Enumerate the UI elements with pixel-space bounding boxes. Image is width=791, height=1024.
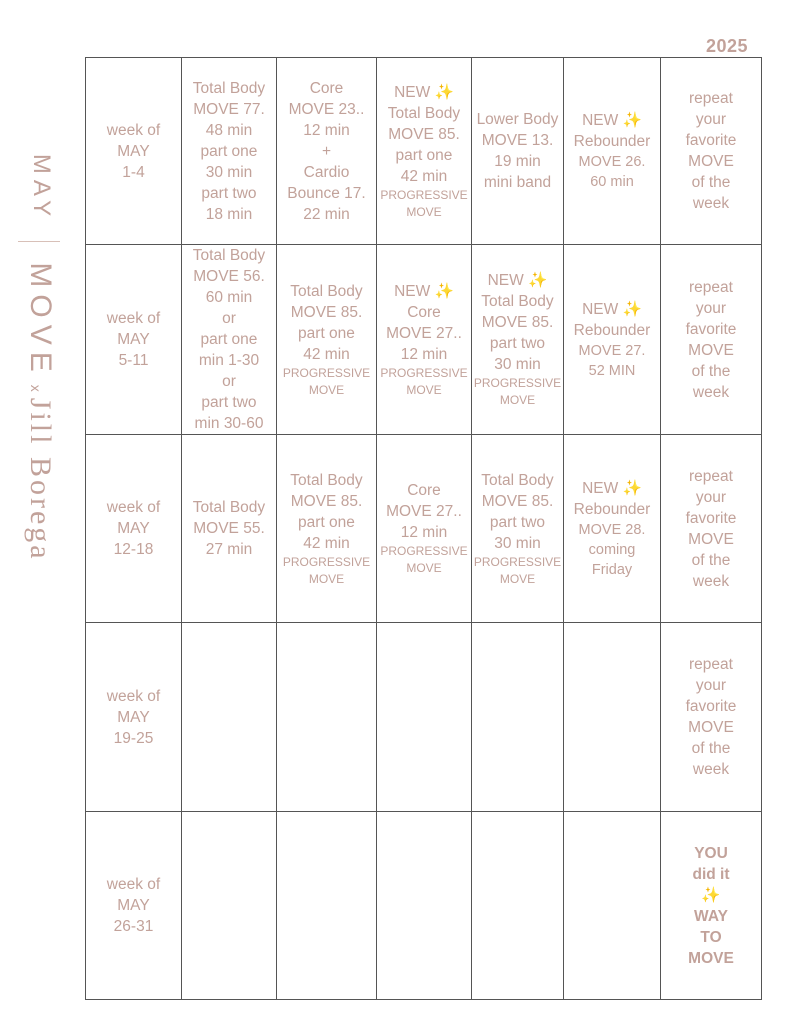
- workout-line: 30 min: [205, 163, 253, 181]
- workout-line: MOVE 85.: [481, 314, 554, 331]
- workout-line: MOVE 26.: [578, 154, 646, 170]
- workout-line: WAY: [694, 907, 728, 925]
- workout-line: min 1-30: [198, 352, 260, 369]
- workout-line: 27 min: [205, 541, 253, 558]
- workout-line: Rebounder: [573, 321, 651, 339]
- workout-line: Total Body: [481, 293, 554, 310]
- workout-line: 48 min: [205, 121, 253, 139]
- workout-cell: [661, 58, 762, 245]
- workout-line: PROGRESSIVE: [282, 365, 371, 380]
- workout-line: [661, 885, 761, 906]
- workout-line: 42 min: [303, 345, 350, 363]
- week-label-line: week of: [106, 310, 161, 327]
- workout-line: week: [692, 383, 730, 401]
- workout-line: MOVE 85.: [481, 492, 554, 510]
- week-row: [86, 245, 762, 435]
- workout-line: week: [692, 195, 730, 212]
- week-label-line: week of: [106, 876, 161, 893]
- week-label-line: week of: [106, 121, 161, 139]
- workout-line: NEW ✨: [487, 272, 548, 289]
- workout-line: MOVE: [308, 382, 345, 397]
- workout-cell: [661, 245, 762, 435]
- workout-line: repeat: [689, 467, 733, 485]
- workout-line: 12 min: [303, 121, 350, 139]
- workout-line: MOVE: [406, 204, 442, 219]
- workout-line: PROGRESSIVE: [473, 376, 562, 390]
- week-row: [86, 58, 762, 245]
- workout-line: MOVE 28.: [578, 521, 646, 538]
- week-label-line: week of: [106, 499, 161, 516]
- week-label-line: MAY: [117, 331, 150, 348]
- workout-line: MOVE 85.: [388, 125, 460, 143]
- workout-line: 42 min: [303, 534, 350, 552]
- sparkle-icon: ✨: [434, 83, 454, 101]
- workout-line: or: [222, 373, 236, 390]
- week-label-line: 5-11: [118, 352, 149, 369]
- workout-cell: [277, 435, 377, 623]
- workout-line: MOVE 23..: [288, 100, 365, 118]
- workout-line: favorite: [685, 698, 737, 715]
- workout-line: week: [692, 572, 730, 590]
- workout-line: part one: [200, 331, 258, 348]
- workout-line: 19 min: [494, 153, 541, 170]
- workout-line: your: [695, 111, 727, 128]
- empty-cell: [377, 812, 472, 1000]
- workout-line: Total Body: [192, 79, 266, 97]
- workout-line: 60 min: [590, 174, 634, 190]
- brand-name: Jill Borega: [24, 397, 57, 562]
- workout-line: Lower Body: [476, 111, 559, 128]
- week-label-cell: [86, 812, 182, 1000]
- week-label-line: MAY: [117, 142, 150, 160]
- workout-line: MOVE 13.: [481, 132, 554, 149]
- workout-cell: [472, 245, 564, 435]
- brand-logo: [23, 262, 57, 561]
- workout-line: +: [321, 142, 332, 160]
- week-label-cell: [86, 435, 182, 623]
- week-label-line: MAY: [117, 708, 150, 726]
- workout-line: mini band: [483, 174, 552, 191]
- workout-line: PROGRESSIVE: [282, 554, 371, 569]
- workout-line: your: [695, 677, 727, 694]
- workout-cell: [377, 245, 472, 435]
- workout-line: Total Body: [387, 104, 461, 122]
- empty-cell: [277, 623, 377, 812]
- workout-line: Rebounder: [573, 500, 651, 518]
- workout-cell: [472, 435, 564, 623]
- week-label-line: 26-31: [113, 918, 154, 935]
- workout-line: MOVE 55.: [193, 520, 265, 537]
- workout-line: Total Body: [192, 499, 266, 516]
- sparkle-icon: ✨: [528, 272, 548, 289]
- week-row: [86, 623, 762, 812]
- workout-line: MOVE: [499, 571, 536, 586]
- workout-line: Cardio: [303, 163, 350, 181]
- workout-line: NEW ✨: [582, 300, 642, 318]
- workout-cell: [472, 58, 564, 245]
- workout-cell: [564, 58, 661, 245]
- workout-line: did it: [692, 865, 730, 883]
- workout-line: repeat: [689, 656, 733, 673]
- workout-line: week: [692, 761, 730, 778]
- workout-line: MOVE 27..: [386, 503, 462, 520]
- workout-line: MOVE: [688, 719, 734, 736]
- sparkle-icon: ✨: [622, 300, 642, 318]
- empty-cell: [472, 623, 564, 812]
- workout-cell: [661, 623, 762, 812]
- workout-line: MOVE: [688, 530, 734, 548]
- workout-line: favorite: [685, 320, 737, 338]
- workout-line: coming: [588, 541, 636, 558]
- workout-line: YOU: [694, 844, 728, 862]
- week-label-line: 19-25: [113, 729, 154, 747]
- workout-line: 18 min: [205, 205, 253, 223]
- workout-cell: [277, 58, 377, 245]
- workout-line: repeat: [689, 278, 733, 296]
- empty-cell: [472, 812, 564, 1000]
- workout-cell: [564, 245, 661, 435]
- workout-line: MOVE: [406, 382, 442, 397]
- workout-line: MOVE 77.: [193, 100, 265, 118]
- brand-move: MOVE: [24, 262, 57, 379]
- sparkle-icon: ✨: [622, 112, 642, 129]
- workout-line: of the: [691, 362, 731, 380]
- workout-line: favorite: [685, 509, 737, 527]
- workout-line: MOVE: [688, 153, 734, 170]
- empty-cell: [377, 623, 472, 812]
- workout-line: part one: [395, 146, 453, 164]
- workout-line: TO: [700, 928, 722, 946]
- workout-cell: [377, 58, 472, 245]
- workout-cell: [661, 812, 762, 1000]
- workout-line: repeat: [689, 90, 733, 107]
- workout-line: part two: [489, 513, 546, 531]
- workout-line: 30 min: [494, 356, 541, 373]
- workout-cell: [377, 435, 472, 623]
- workout-cell: [182, 245, 277, 435]
- workout-line: of the: [691, 174, 731, 191]
- workout-line: part two: [201, 184, 257, 202]
- workout-cell: [182, 58, 277, 245]
- workout-line: of the: [691, 551, 731, 569]
- workout-line: Bounce 17.: [287, 184, 366, 202]
- workout-line: NEW ✨: [394, 282, 454, 300]
- workout-cell: [277, 245, 377, 435]
- brand-x: x: [28, 384, 44, 392]
- week-label-cell: [86, 58, 182, 245]
- workout-line: 22 min: [303, 205, 350, 223]
- year-label: 2025: [706, 36, 749, 56]
- workout-line: PROGRESSIVE: [473, 554, 562, 569]
- week-label-line: MAY: [117, 897, 150, 914]
- workout-line: Friday: [591, 561, 633, 578]
- workout-line: NEW ✨: [582, 112, 642, 129]
- workout-line: PROGRESSIVE: [380, 365, 468, 380]
- workout-line: your: [695, 299, 727, 317]
- workout-cell: [661, 435, 762, 623]
- workout-line: MOVE: [406, 561, 442, 575]
- workout-line: 12 min: [400, 524, 448, 541]
- week-label-cell: [86, 245, 182, 435]
- workout-line: PROGRESSIVE: [380, 187, 468, 202]
- workout-line: MOVE 85.: [290, 492, 363, 510]
- workout-line: Core: [407, 303, 441, 321]
- workout-line: favorite: [685, 132, 737, 149]
- empty-cell: [182, 812, 277, 1000]
- workout-line: Rebounder: [573, 133, 651, 150]
- week-label-line: 1-4: [122, 163, 145, 181]
- workout-line: MOVE 85.: [290, 303, 363, 321]
- workout-line: MOVE 27.: [578, 342, 646, 359]
- workout-line: part two: [489, 335, 546, 352]
- workout-line: 60 min: [205, 289, 253, 306]
- workout-line: Core: [407, 482, 441, 499]
- sidebar-divider: [18, 241, 60, 242]
- workout-cell: [564, 435, 661, 623]
- sparkle-icon: ✨: [434, 282, 454, 300]
- week-row: [86, 812, 762, 1000]
- workout-line: part one: [298, 324, 355, 342]
- workout-line: PROGRESSIVE: [380, 544, 468, 558]
- week-label-line: week of: [106, 687, 161, 705]
- workout-line: 30 min: [494, 534, 541, 552]
- week-row: [86, 435, 762, 623]
- workout-cell: [182, 435, 277, 623]
- workout-line: MOVE: [688, 949, 734, 967]
- workout-line: part one: [200, 142, 258, 160]
- workout-line: of the: [691, 740, 731, 757]
- workout-line: MOVE 27..: [386, 324, 462, 342]
- workout-line: part one: [298, 513, 355, 531]
- sparkle-icon: ✨: [622, 479, 642, 497]
- sidebar: [0, 0, 85, 1024]
- workout-line: Total Body: [290, 282, 363, 300]
- workout-line: MOVE: [308, 571, 345, 586]
- week-label-line: 12-18: [113, 541, 154, 558]
- workout-line: or: [222, 310, 236, 327]
- sidebar-month: MAY: [28, 153, 55, 223]
- workout-line: Total Body: [290, 471, 363, 489]
- empty-cell: [182, 623, 277, 812]
- week-label-cell: [86, 623, 182, 812]
- workout-line: NEW ✨: [394, 83, 454, 101]
- empty-cell: [564, 812, 661, 1000]
- workout-line: MOVE 56.: [193, 268, 265, 285]
- workout-line: 12 min: [400, 345, 448, 363]
- workout-line: your: [695, 488, 727, 506]
- workout-line: 52 MIN: [588, 362, 636, 379]
- workout-line: Core: [309, 79, 344, 97]
- workout-line: MOVE: [499, 393, 536, 407]
- workout-line: 42 min: [400, 167, 448, 185]
- workout-line: Total Body: [192, 247, 266, 264]
- workout-line: part two: [201, 394, 257, 411]
- empty-cell: [564, 623, 661, 812]
- calendar-table: [85, 57, 762, 1000]
- workout-line: MOVE: [688, 341, 734, 359]
- workout-line: NEW ✨: [582, 479, 642, 497]
- week-label-line: MAY: [117, 520, 150, 537]
- sparkle-icon: ✨: [701, 886, 721, 904]
- workout-line: min 30-60: [194, 415, 264, 432]
- workout-line: Total Body: [481, 471, 554, 489]
- empty-cell: [277, 812, 377, 1000]
